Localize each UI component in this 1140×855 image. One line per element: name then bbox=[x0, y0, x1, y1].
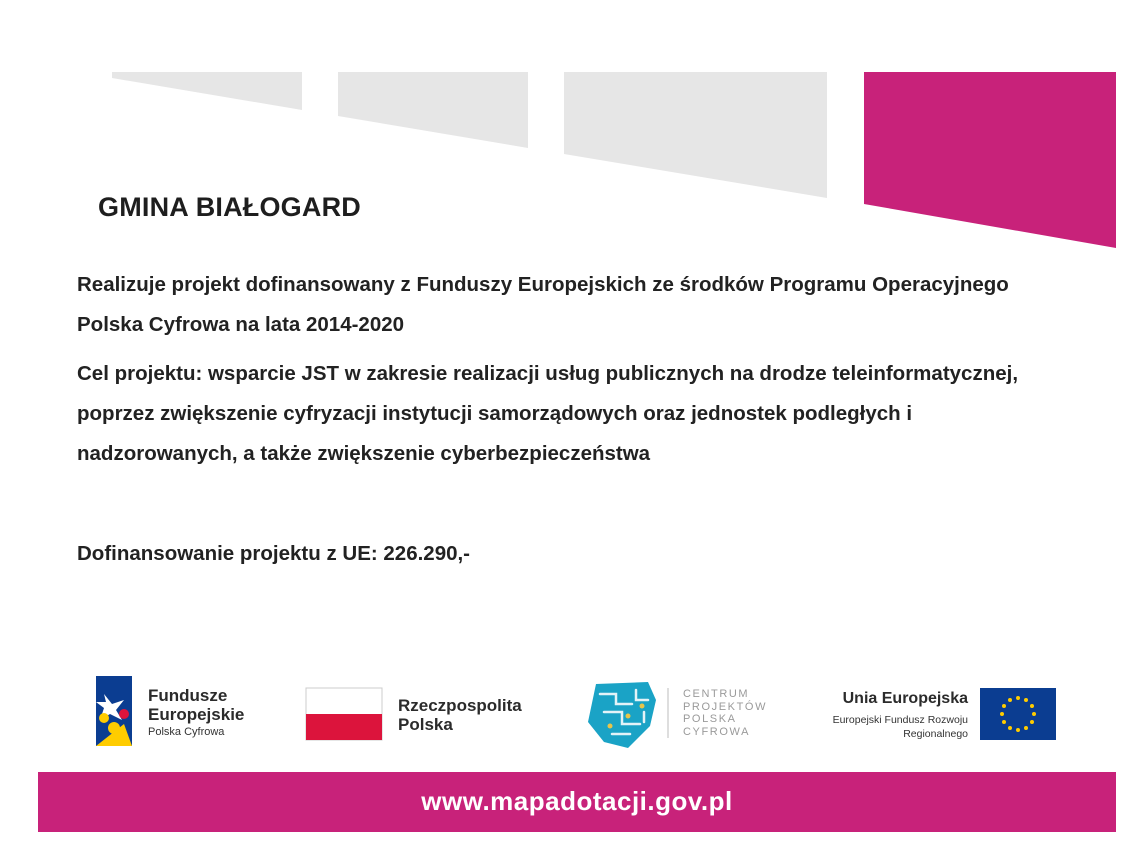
magenta-block bbox=[864, 72, 1116, 248]
project-goal: Cel projektu: wsparcie JST w zakresie realizacji usług publicznych na drodze teleinformatycznej, poprzez zwiększenie cyfryzacji instytucji samorządowych oraz jednostek podległych i nadzorowanych, a także zwiększenie cyberbezpieczeństwa bbox=[77, 362, 1019, 465]
page-title: GMINA BIAŁOGARD bbox=[98, 192, 361, 222]
fundusze-europejskie-name: Fundusze Europejskie bbox=[148, 686, 245, 724]
gray-stripe-1 bbox=[112, 72, 302, 110]
project-funding: Dofinansowanie projektu z UE: 226.290,- bbox=[77, 542, 471, 565]
gray-stripe-2 bbox=[338, 72, 528, 148]
gray-stripe-3 bbox=[564, 72, 827, 198]
unia-europejska-name: Unia Europejska bbox=[842, 690, 968, 707]
fundusze-europejskie-sub: Polska Cyfrowa bbox=[148, 726, 225, 738]
rzeczpospolita-polska-name: Rzeczpospolita Polska bbox=[398, 696, 522, 734]
project-intro: Realizuje projekt dofinansowany z Funduszy Europejskich ze środków Programu Operacyjnego Polska Cyfrowa na lata 2014-2020 bbox=[77, 273, 1009, 336]
footer-url-link[interactable]: www.mapadotacji.gov.pl bbox=[421, 786, 733, 816]
footer-bar bbox=[38, 772, 1116, 832]
unia-europejska-sub: Europejski Fundusz Rozwoju Regionalnego bbox=[832, 714, 968, 740]
cppc-name: CENTRUM PROJEKTÓW POLSKA CYFROWA bbox=[683, 688, 768, 738]
